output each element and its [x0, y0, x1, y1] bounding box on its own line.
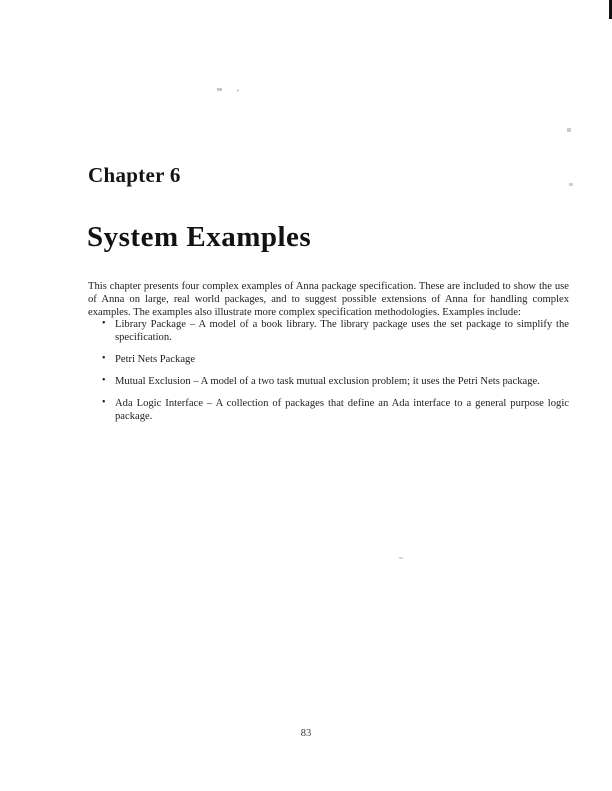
bullet-icon: •: [102, 318, 106, 329]
list-item-text: Ada Logic Interface – A collection of packages that define an Ada interface to a general purpose logic package.: [115, 398, 569, 422]
chapter-label: Chapter 6: [88, 163, 181, 187]
list-item-text: Mutual Exclusion – A model of a two task mutual exclusion problem; it uses the Petri Nets package.: [115, 376, 540, 387]
bullet-icon: •: [102, 375, 106, 386]
scan-speck: [399, 557, 403, 559]
list-item: [88, 397, 569, 423]
page-number: 83: [300, 728, 312, 739]
list-item-text: Petri Nets Package: [115, 354, 196, 365]
list-item: [88, 318, 569, 344]
scan-speck: [567, 128, 571, 132]
bullet-icon: •: [102, 397, 106, 408]
scan-speck: [569, 183, 573, 186]
scan-speck: [217, 88, 222, 91]
examples-bullet-list: [88, 318, 569, 432]
list-item: [88, 375, 569, 388]
bullet-icon: •: [102, 353, 106, 364]
list-item: [88, 353, 569, 366]
intro-paragraph: This chapter presents four complex examples of Anna package specification. These are included to show the use of Anna on large, real world packages, and to suggest possible extensions of Anna for handling complex examples. The examples also illustrate more complex specification methodologies. Examples include:: [88, 280, 569, 318]
chapter-title: System Examples: [87, 221, 312, 254]
list-item-text: Library Package – A model of a book library. The library package uses the set package to simplify the specification.: [115, 319, 569, 343]
scan-speck: [237, 89, 239, 92]
